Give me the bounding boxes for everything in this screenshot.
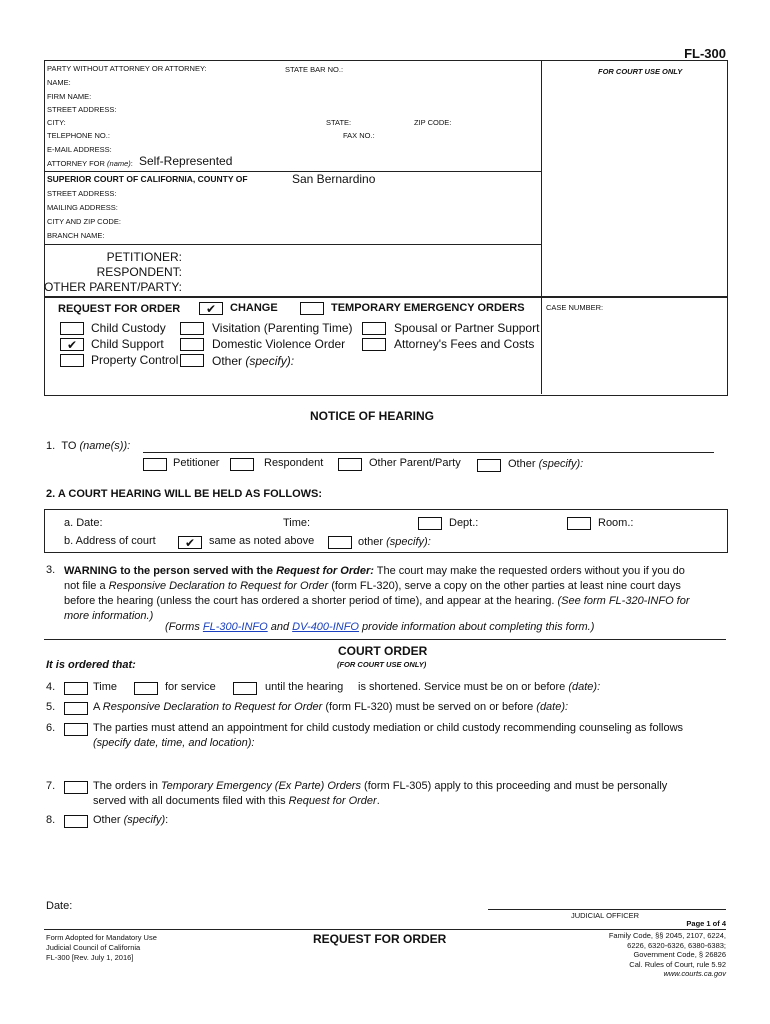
item8-num: 8. bbox=[46, 814, 56, 826]
hearing-time-label[interactable]: Time: bbox=[283, 517, 311, 529]
until-hearing-label: until the hearing bbox=[265, 681, 344, 693]
adopted-info: Form Adopted for Mandatory Use Judicial Council of California FL-300 [Rev. July 1, 2016] bbox=[46, 933, 157, 962]
zip-label[interactable]: ZIP CODE: bbox=[414, 118, 452, 127]
notice-other-label: Other (specify): bbox=[508, 458, 584, 470]
dept-checkbox[interactable] bbox=[418, 517, 442, 530]
item5-num: 5. bbox=[46, 701, 56, 713]
fl-300-info-link[interactable]: FL-300-INFO bbox=[202, 621, 268, 633]
notice-title: NOTICE OF HEARING bbox=[310, 409, 435, 423]
notice-other-parent-checkbox[interactable] bbox=[338, 458, 362, 471]
city-label[interactable]: CITY: bbox=[47, 118, 66, 127]
domestic-violence-label: Domestic Violence Order bbox=[212, 337, 346, 351]
notice-other-parent-label: Other Parent/Party bbox=[369, 457, 461, 469]
court-order-subtitle: (FOR COURT USE ONLY) bbox=[337, 660, 427, 669]
item2-heading: 2. A COURT HEARING WILL BE HELD AS FOLLOWS: bbox=[46, 488, 323, 500]
other-party-label[interactable]: OTHER PARENT/PARTY: bbox=[43, 280, 182, 294]
child-support-label: Child Support bbox=[91, 337, 164, 351]
property-control-label: Property Control bbox=[91, 353, 179, 367]
dv-400-info-link[interactable]: DV-400-INFO bbox=[292, 621, 359, 633]
respondent-label[interactable]: RESPONDENT: bbox=[96, 265, 182, 279]
other-request-checkbox[interactable] bbox=[180, 354, 204, 367]
item7-checkbox[interactable] bbox=[64, 781, 88, 794]
other-address-checkbox[interactable] bbox=[328, 536, 352, 549]
email-label[interactable]: E-MAIL ADDRESS: bbox=[47, 145, 112, 154]
item1-line: 1. TO (name(s)): bbox=[46, 440, 131, 452]
item8-text: Other (specify): bbox=[93, 814, 169, 826]
other-address-label: other (specify): bbox=[358, 536, 431, 548]
notice-respondent-label: Respondent bbox=[264, 457, 324, 469]
item7-line2: served with all documents filed with this Request for Order. bbox=[93, 795, 380, 807]
judicial-signature-line[interactable] bbox=[488, 909, 726, 910]
form-number: FL-300 bbox=[684, 46, 726, 61]
notice-petitioner-label: Petitioner bbox=[173, 457, 220, 469]
court-cityzip-label[interactable]: CITY AND ZIP CODE: bbox=[47, 217, 121, 226]
item5-text: A Responsive Declaration to Request for Order (form FL-320) must be served on or before (date): bbox=[93, 701, 569, 713]
petitioner-label[interactable]: PETITIONER: bbox=[106, 250, 182, 264]
item6-line2: (specify date, time, and location): bbox=[93, 737, 255, 749]
footer-title: REQUEST FOR ORDER bbox=[313, 932, 447, 946]
dept-label[interactable]: Dept.: bbox=[449, 517, 479, 529]
change-checkbox[interactable]: ✔ bbox=[199, 302, 223, 315]
spousal-checkbox[interactable] bbox=[362, 322, 386, 335]
same-address-checkbox[interactable]: ✔ bbox=[178, 536, 202, 549]
name-label[interactable]: NAME: bbox=[47, 78, 71, 87]
domestic-violence-checkbox[interactable] bbox=[180, 338, 204, 351]
child-custody-checkbox[interactable] bbox=[60, 322, 84, 335]
divider bbox=[44, 639, 726, 640]
court-heading: SUPERIOR COURT OF CALIFORNIA, COUNTY OF bbox=[47, 174, 248, 184]
room-label[interactable]: Room.: bbox=[598, 517, 634, 529]
item4-num: 4. bbox=[46, 681, 56, 693]
party-heading: PARTY WITHOUT ATTORNEY OR ATTORNEY: bbox=[47, 64, 207, 73]
ordered-label: It is ordered that: bbox=[46, 659, 136, 671]
until-hearing-checkbox[interactable] bbox=[233, 682, 257, 695]
divider bbox=[44, 929, 726, 930]
court-use-box bbox=[541, 60, 728, 298]
other-request-label: Other (specify): bbox=[212, 354, 295, 368]
judicial-officer-label: JUDICIAL OFFICER bbox=[571, 911, 640, 920]
attorney-for-label: ATTORNEY FOR (name): bbox=[47, 159, 133, 168]
court-mailing-label[interactable]: MAILING ADDRESS: bbox=[47, 203, 118, 212]
item5-checkbox[interactable] bbox=[64, 702, 88, 715]
spousal-label: Spousal or Partner Support bbox=[394, 321, 540, 335]
room-checkbox[interactable] bbox=[567, 517, 591, 530]
notice-petitioner-checkbox[interactable] bbox=[143, 458, 167, 471]
item6-line1: The parties must attend an appointment for child custody mediation or child custody recommending counseling as follows bbox=[93, 722, 684, 734]
street-label[interactable]: STREET ADDRESS: bbox=[47, 105, 117, 114]
property-control-checkbox[interactable] bbox=[60, 354, 84, 367]
forms-info: (Forms FL-300-INFO and DV-400-INFO provide information about completing this form.) bbox=[165, 621, 595, 633]
fees-checkbox[interactable] bbox=[362, 338, 386, 351]
item4-rest: is shortened. Service must be on or before (date): bbox=[358, 681, 601, 693]
court-use-label: FOR COURT USE ONLY bbox=[598, 67, 683, 76]
names-line[interactable] bbox=[143, 452, 714, 453]
state-bar-label: STATE BAR NO.: bbox=[285, 65, 344, 74]
child-support-checkbox[interactable]: ✔ bbox=[60, 338, 84, 351]
firm-label[interactable]: FIRM NAME: bbox=[47, 92, 92, 101]
temporary-checkbox[interactable] bbox=[300, 302, 324, 315]
county-value[interactable]: San Bernardino bbox=[292, 172, 376, 186]
item8-checkbox[interactable] bbox=[64, 815, 88, 828]
notice-other-checkbox[interactable] bbox=[477, 459, 501, 472]
for-service-label: for service bbox=[165, 681, 216, 693]
address-label: b. Address of court bbox=[64, 535, 156, 547]
attorney-for-value[interactable]: Self-Represented bbox=[139, 154, 233, 168]
request-title: REQUEST FOR ORDER bbox=[58, 303, 181, 315]
item7-num: 7. bbox=[46, 780, 56, 792]
item6-checkbox[interactable] bbox=[64, 723, 88, 736]
item3-num: 3. bbox=[46, 564, 56, 576]
divider bbox=[541, 296, 542, 394]
notice-respondent-checkbox[interactable] bbox=[230, 458, 254, 471]
state-label[interactable]: STATE: bbox=[326, 118, 352, 127]
court-street-label[interactable]: STREET ADDRESS: bbox=[47, 189, 117, 198]
page-number: Page 1 of 4 bbox=[686, 919, 726, 928]
fees-label: Attorney's Fees and Costs bbox=[394, 337, 535, 351]
case-number-label[interactable]: CASE NUMBER: bbox=[546, 303, 604, 312]
footer-date-label[interactable]: Date: bbox=[46, 900, 73, 912]
hearing-date-label[interactable]: a. Date: bbox=[64, 517, 103, 529]
fax-label[interactable]: FAX NO.: bbox=[343, 131, 375, 140]
change-label: CHANGE bbox=[230, 302, 278, 314]
visitation-label: Visitation (Parenting Time) bbox=[212, 321, 353, 335]
court-order-title: COURT ORDER bbox=[338, 644, 428, 658]
temporary-label: TEMPORARY EMERGENCY ORDERS bbox=[331, 302, 525, 314]
telephone-label[interactable]: TELEPHONE NO.: bbox=[47, 131, 110, 140]
code-citations: Family Code, §§ 2045, 2107, 6224, 6226, 6320-6326, 6380-6383; Government Code, § 26826 Cal. Rules of Court, rule 5.92 www.courts.ca.gov bbox=[608, 931, 726, 978]
child-custody-label: Child Custody bbox=[91, 321, 166, 335]
item7-line1: The orders in Temporary Emergency (Ex Parte) Orders (form FL-305) apply to this proceeding and must be personally bbox=[93, 780, 668, 792]
warning-text: WARNING to the person served with the Request for Order: The court may make the requested orders without you if you do not file a Responsive Declaration to Request for Order (form FL-320), serve a copy on the other parties at least nine court days before the hearing (unless the court has ordered a shorter period of time), and appear at the hearing. (See form FL-320-INFO for more information.) bbox=[64, 565, 690, 622]
same-address-label: same as noted above bbox=[209, 535, 315, 547]
court-branch-label[interactable]: BRANCH NAME: bbox=[47, 231, 105, 240]
visitation-checkbox[interactable] bbox=[180, 322, 204, 335]
item6-num: 6. bbox=[46, 722, 56, 734]
for-service-checkbox[interactable] bbox=[134, 682, 158, 695]
time-label: Time bbox=[93, 681, 118, 693]
time-checkbox[interactable] bbox=[64, 682, 88, 695]
